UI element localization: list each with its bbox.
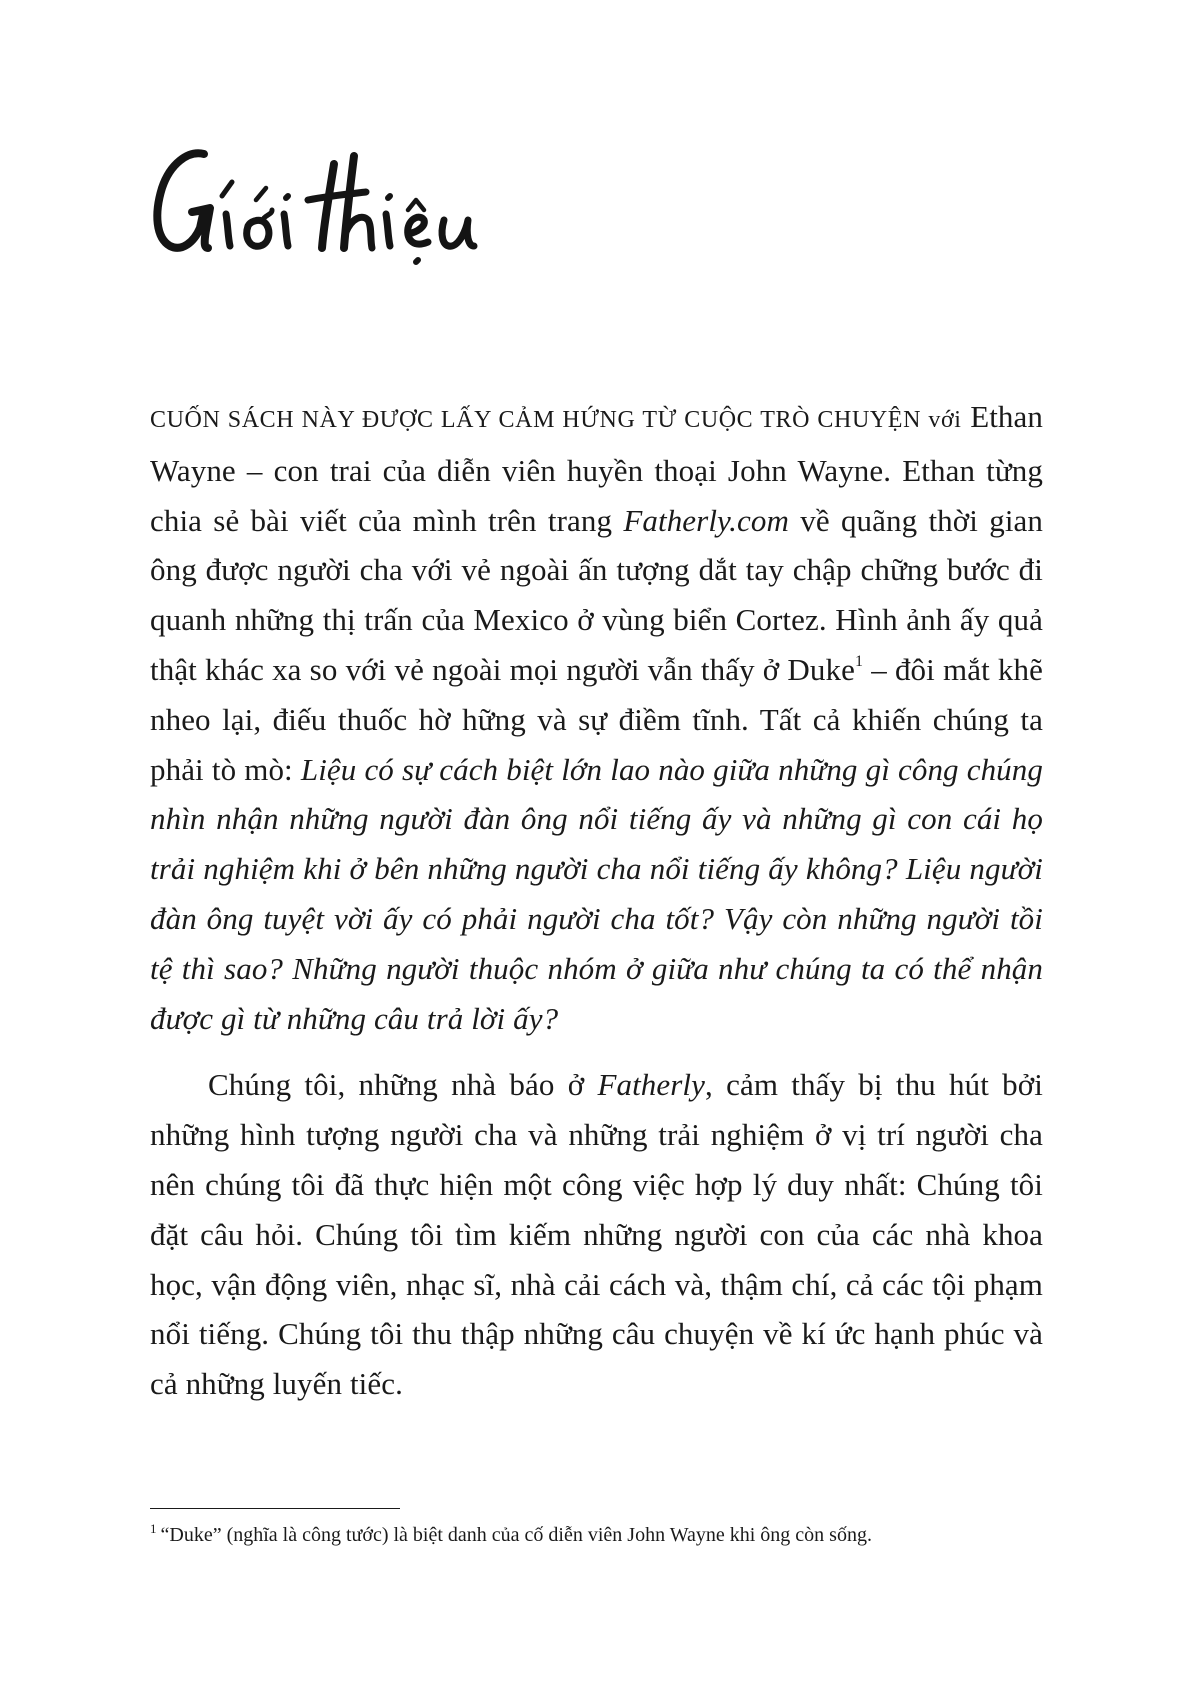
paragraph-1-lead-tail: với (921, 407, 962, 433)
paragraph-2 (150, 1060, 1043, 1409)
footnote-text: “Duke” (nghĩa là công tước) là biệt danh của cố diễn viên John Wayne khi ông còn sống. (160, 1524, 872, 1546)
footnote-divider (150, 1508, 400, 1509)
footnote (150, 1521, 1043, 1549)
chapter-title (148, 130, 608, 300)
paragraph-2-publication-name: Fatherly (597, 1067, 705, 1103)
paragraph-2-text-a: Chúng tôi, những nhà báo ở (208, 1067, 598, 1103)
paragraph-1 (150, 392, 1043, 1043)
paragraph-1-italic-question: Liệu có sự cách biệt lớn lao nào giữa những gì công chúng nhìn nhận những người đàn ông nổi tiếng ấy và những gì con cái họ trải nghiệm khi ở bên những người cha nổi tiếng ấy không? Liệu người đàn ông tuyệt vời ấy có phải người cha tốt? Vậy còn những người tồi tệ thì sao? Những người thuộc nhóm ở giữa như chúng ta có thể nhận được gì từ những câu trả lời ấy? (150, 751, 1043, 1036)
paragraph-1-text-a: Ethan Wayne – con trai của diễn viên huyền thoại John Wayne. Ethan từng chia sẻ bài viết của mình trên trang (150, 399, 1043, 538)
body-text (150, 392, 1043, 1409)
paragraph-1-lead-caps: CUỐN SÁCH NÀY ĐƯỢC LẤY CẢM HỨNG TỪ CUỘC TRÒ CHUYỆN (150, 407, 922, 433)
paragraph-2-text-b: , cảm thấy bị thu hút bởi những hình tượng người cha và những trải nghiệm ở vị trí người cha nên chúng tôi đã thực hiện một công việc hợp lý duy nhất: Chúng tôi đặt câu hỏi. Chúng tôi tìm kiếm những người con của các nhà khoa học, vận động viên, nhạc sĩ, nhà cải cách và, thậm chí, cả các tội phạm nổi tiếng. Chúng tôi thu thập những câu chuyện về kí ức hạnh phúc và cả những luyến tiếc. (150, 1067, 1043, 1402)
paragraph-1-site-name: Fatherly.com (623, 502, 789, 538)
chapter-title-script (148, 130, 608, 300)
paragraph-1-text-c: – đôi mắt khẽ nheo lại, điếu thuốc hờ hững và sự điềm tĩnh. Tất cả khiến chúng ta phải tò mò: (150, 651, 1043, 787)
footnote-number: 1 (150, 1521, 157, 1536)
paragraph-1-text-b: về quãng thời gian ông được người cha với vẻ ngoài ấn tượng dắt tay chập chững bước đi quanh những thị trấn của Mexico ở vùng biển Cortez. Hình ảnh ấy quả thật khác xa so với vẻ ngoài mọi người vẫn thấy ở Duke (150, 502, 1043, 687)
footnote-ref: 1 (854, 652, 864, 670)
